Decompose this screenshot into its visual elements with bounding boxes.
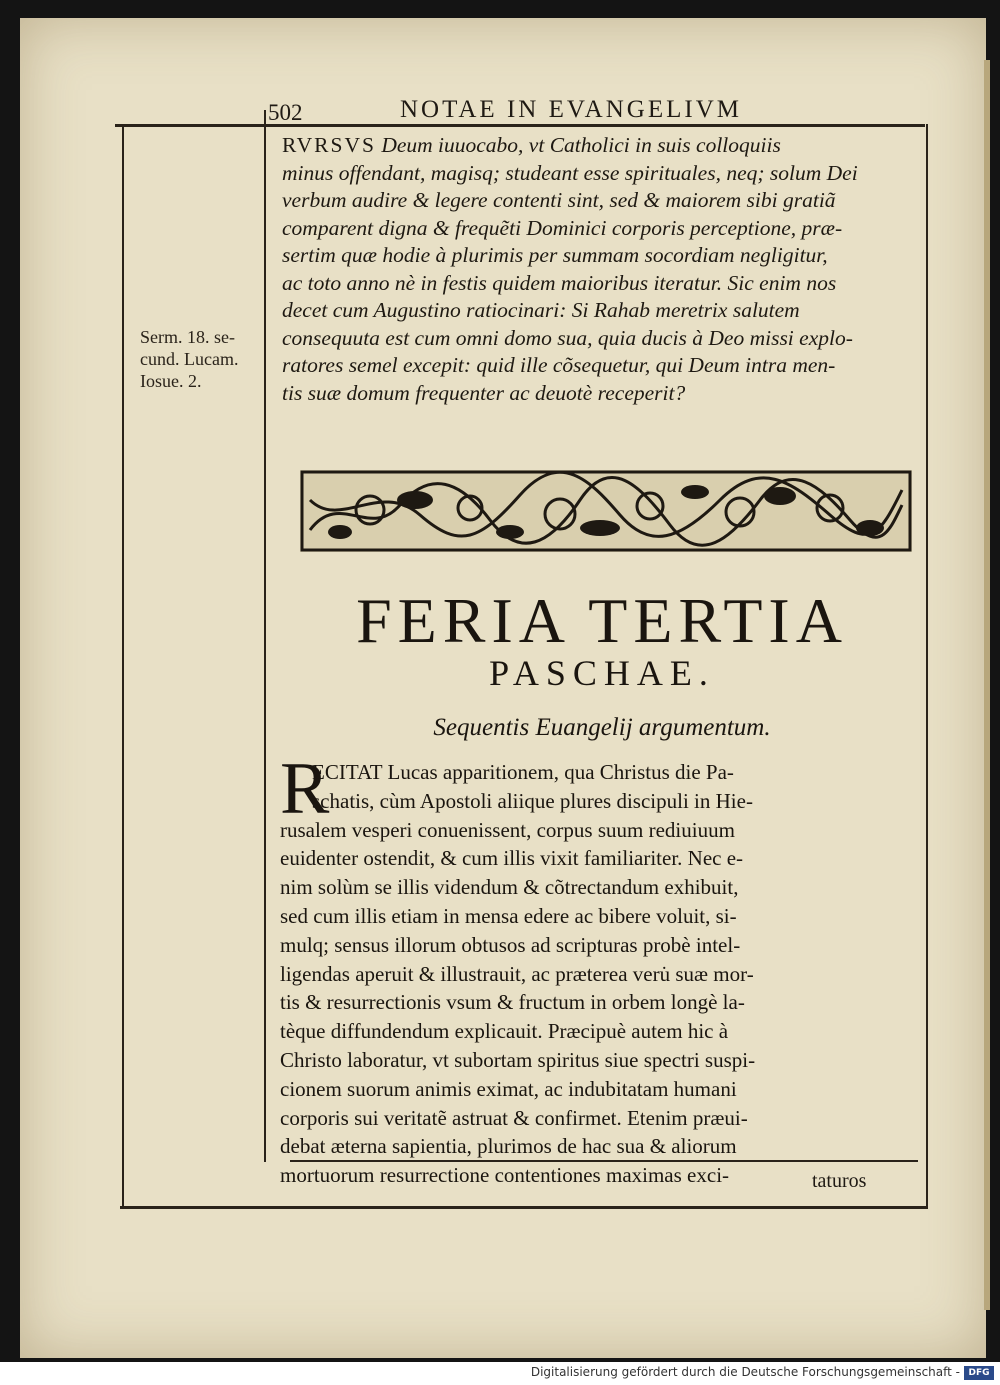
body-line: ligendas aperuit & illustrauit, ac præterea veru̇ suæ mor- [280, 961, 754, 986]
argument-heading: Sequentis Euangelij argumentum. [433, 714, 771, 741]
footer-bar [0, 1362, 1000, 1385]
body-line: cionem suorum animis eximat, ac indubitatam humani [280, 1076, 737, 1101]
right-border-rule [926, 124, 928, 1206]
paragraph-line: consequuta est cum omni domo sua, quia ducis à Deo missi explo- [282, 325, 853, 350]
dfg-logo: DFG [964, 1366, 994, 1380]
paragraph-line: tis suæ domum frequenter ac deuotè receperit? [282, 380, 686, 405]
left-border-rule [122, 124, 124, 1206]
body-line: mulq; sensus illorum obtusos ad scripturas probè intel- [280, 932, 741, 957]
body-line: schatis, cùm Apostoli aliique plures discipuli in Hie- [312, 788, 753, 813]
running-title: NOTAE IN EVANGELIVM [400, 96, 742, 123]
paragraph-line: minus offendant, magisq; studeant esse spirituales, neq; solum Dei [282, 160, 858, 185]
paragraph-line: decet cum Augustino ratiocinari: Si Rahab meretrix salutem [282, 298, 800, 322]
body-line: nim solùm se illis videndum & cõtrectandum exhibuit, [280, 875, 739, 900]
paragraph-line: sertim quæ hodie à plurimis per summam socordiam negligitur, [282, 243, 828, 267]
body-line: euidenter ostendit, & cum illis vixit familiariter. Nec e- [280, 846, 744, 871]
paragraph-line-text: Deum iuuocabo, vt Catholici in suis colloquiis [381, 133, 781, 157]
woodcut-ornament [300, 470, 912, 552]
body-line: tis & resurrectionis vsum & fructum in orbem longè la- [280, 990, 745, 1015]
margin-note [140, 326, 238, 392]
body-line: corporis sui veritatẽ astruat & confirmet. Etenim præui- [280, 1105, 748, 1130]
lead-word: RVRSVS [282, 133, 376, 157]
body-line: debat æterna sapientia, plurimos de hac sua & aliorum [280, 1134, 737, 1159]
catchword: taturos [812, 1170, 867, 1192]
margin-note-line: Serm. 18. se- [140, 327, 235, 347]
drop-cap: R [280, 748, 330, 830]
paragraph-line: comparent digna & frequẽti Dominici corporis perceptione, præ- [282, 215, 843, 240]
top-rule [115, 124, 925, 127]
paragraph-line: ratores semel excepit: quid ille cõsequetur, qui Deum intra men- [282, 353, 836, 377]
section-subtitle: PASCHAE. [489, 653, 715, 693]
body-line: sed cum illis etiam in mensa edere ac bibere voluit, si- [280, 903, 737, 928]
margin-note-line: Iosue. 2. [140, 371, 202, 391]
bottom-border-rule [120, 1206, 928, 1209]
body-line: tèque diffundendum explicauit. Præcipuè autem hic à [280, 1019, 729, 1044]
margin-note-line: cund. Lucam. [140, 349, 239, 369]
page-number: 502 [268, 100, 303, 125]
footer-credit: Digitalisierung gefördert durch die Deutsche Forschungsgemeinschaft - [530, 1365, 960, 1379]
paragraph-line: verbum audire & legere contenti sint, sed & maiorem sibi gratiã [282, 188, 836, 212]
paragraph-line: ac toto anno nè in festis quidem maioribus iteratur. Sic enim nos [282, 270, 837, 295]
italic-paragraph [282, 132, 922, 407]
section-title: FERIA TERTIA [356, 585, 848, 656]
body-line: Christo laboratur, vt subortam spiritus siue spectri suspi- [280, 1047, 756, 1072]
paragraph-line [282, 132, 922, 160]
page-edge [984, 60, 990, 1310]
body-text [280, 758, 912, 1190]
body-line: rusalem vesperi conuenissent, corpus suum rediuiuum [280, 817, 735, 842]
body-line: ECITAT Lucas apparitionem, qua Christus die Pa- [312, 760, 734, 784]
margin-divider-rule [264, 110, 266, 1162]
body-line: mortuorum resurrectione contentiones maximas exci- [280, 1163, 730, 1188]
